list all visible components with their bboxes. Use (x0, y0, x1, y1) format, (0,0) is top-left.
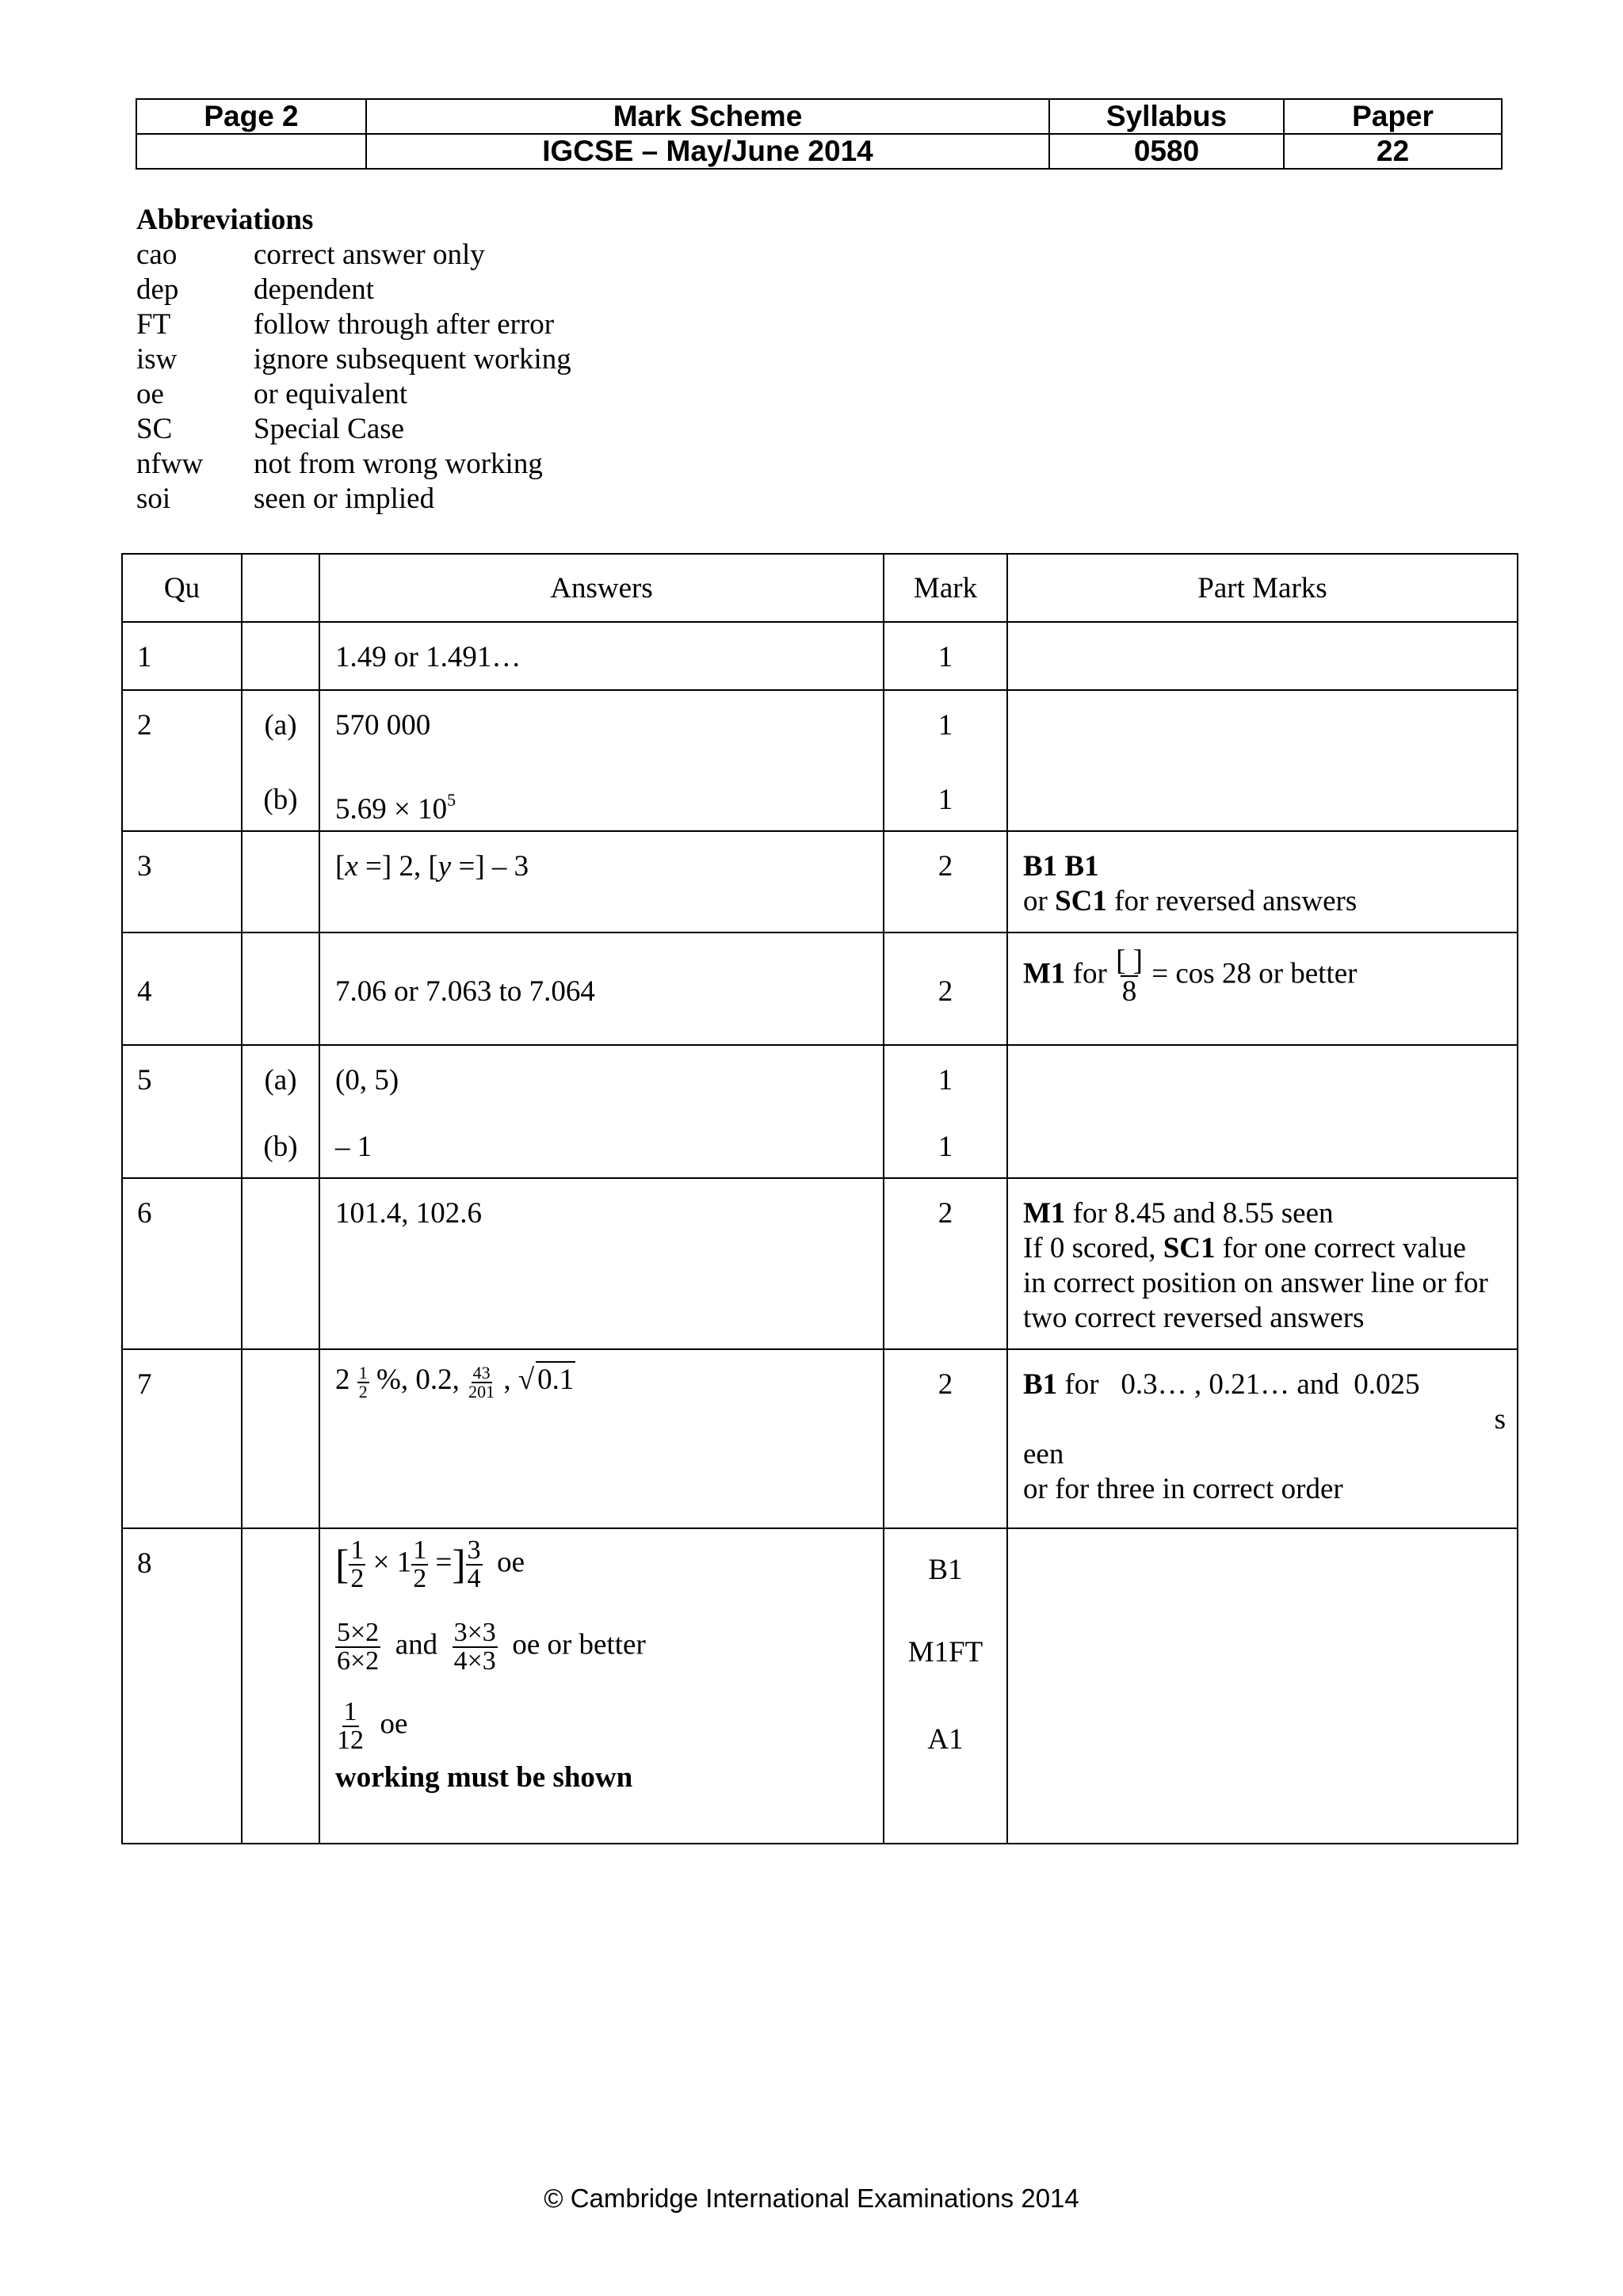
question-number: 5 (122, 1045, 242, 1178)
answer-text: oe or better (512, 1628, 646, 1661)
header-exam: IGCSE – May/June 2014 (366, 134, 1049, 169)
part-marks-cell (1007, 622, 1518, 690)
answer-cell: 101.4, 102.6 (319, 1178, 884, 1349)
fraction-numerator: 1 (358, 1362, 368, 1383)
abbreviation-code: nfww (136, 448, 204, 480)
answer-text: %, 0.2, (376, 1363, 460, 1396)
header-row-1 (136, 99, 1502, 134)
mark-cell: 1 (884, 622, 1007, 690)
answer-text: [ (335, 850, 346, 883)
table-header-row (122, 554, 1518, 622)
part-marks-cell (1007, 1045, 1518, 1178)
pm-code: SC1 (1055, 885, 1107, 917)
answer-text: oe (380, 1707, 408, 1741)
abbreviation-meaning: ignore subsequent working (254, 343, 571, 376)
radicand: 0.1 (536, 1361, 575, 1397)
part-marks-line (1023, 1231, 1506, 1266)
fraction-numerator: 1 (350, 1535, 365, 1565)
abbreviation-meaning: or equivalent (254, 378, 408, 410)
answer-text: oe (497, 1546, 525, 1579)
part-marks-cell (1007, 831, 1518, 933)
abbreviation-row (136, 342, 571, 377)
header-table (136, 98, 1503, 170)
pm-code: M1 (1023, 1197, 1066, 1230)
fraction (466, 1537, 483, 1592)
header-paper: 22 (1284, 134, 1502, 169)
header-syllabus: 0580 (1049, 134, 1284, 169)
table-row (122, 1349, 1518, 1528)
header-syllabus-label: Syllabus (1049, 99, 1284, 134)
fraction-denominator: 201 (468, 1381, 495, 1402)
part-marks-cell (1007, 933, 1518, 1045)
question-part (242, 622, 319, 690)
table-row (122, 831, 1518, 933)
answer-text: =] – 3 (451, 850, 529, 883)
abbreviation-code: cao (136, 238, 178, 271)
answer-text: and (395, 1628, 438, 1661)
question-part (242, 1528, 319, 1844)
col-header-qu: Qu (122, 554, 242, 622)
pm-text: = cos 28 or better (1151, 957, 1358, 990)
fraction (453, 1619, 498, 1675)
mark-cell (884, 1528, 1007, 1844)
answer-b: – 1 (335, 1131, 372, 1163)
part-marks-line: in correct position on answer line or for (1023, 1267, 1488, 1299)
table-row (122, 622, 1518, 690)
table-row (122, 690, 1518, 831)
abbreviation-code: FT (136, 308, 171, 341)
abbreviation-meaning: dependent (254, 273, 375, 306)
table-row (122, 1528, 1518, 1844)
pm-text: for (1065, 957, 1115, 990)
part-marks-line: B1 B1 (1023, 850, 1099, 883)
part-marks-cell (1007, 690, 1518, 831)
abbreviation-row (136, 273, 571, 307)
fraction-denominator: 2 (358, 1381, 368, 1402)
question-number: 2 (122, 690, 242, 831)
part-marks-line (1023, 1367, 1506, 1402)
answer-line-1 (335, 1537, 883, 1599)
part-marks-line: s (1494, 1403, 1506, 1436)
fraction (335, 1699, 365, 1754)
abbreviation-meaning: Special Case (254, 413, 405, 445)
question-part (242, 831, 319, 933)
header-empty (136, 134, 366, 169)
question-number: 3 (122, 831, 242, 933)
mark-cell (884, 1045, 1007, 1178)
table-row (122, 1178, 1518, 1349)
answer-text: = (435, 1546, 453, 1579)
col-header-part-marks: Part Marks (1007, 554, 1518, 622)
abbreviation-row (136, 377, 571, 412)
question-number: 6 (122, 1178, 242, 1349)
question-number: 4 (122, 933, 242, 1045)
pm-code: SC1 (1163, 1232, 1216, 1264)
fraction (411, 1537, 428, 1592)
table-row (122, 933, 1518, 1045)
answer-cell (319, 690, 884, 831)
col-header-mark: Mark (884, 554, 1007, 622)
header-title: Mark Scheme (366, 99, 1049, 134)
abbreviations-list (136, 238, 571, 517)
abbreviation-row (136, 307, 571, 342)
question-part (242, 690, 319, 831)
question-number: 8 (122, 1528, 242, 1844)
abbreviation-code: dep (136, 273, 179, 306)
fraction (1114, 946, 1144, 1006)
fraction-denominator: 12 (337, 1726, 364, 1755)
part-marks-line (1023, 884, 1506, 919)
abbreviation-row (136, 482, 571, 517)
fraction-numerator: 5×2 (337, 1618, 380, 1647)
pm-text: for one correct value (1215, 1232, 1466, 1264)
answer-cell (319, 831, 884, 933)
fraction-denominator: 6×2 (337, 1646, 380, 1676)
answer-line-4: working must be shown (335, 1761, 633, 1794)
part-label-b: (b) (263, 784, 298, 816)
fraction-denominator: 4 (467, 1564, 481, 1593)
answer-whole: 2 (335, 1363, 350, 1396)
pm-text: for reversed answers (1106, 885, 1358, 917)
part-marks-cell (1007, 1178, 1518, 1349)
col-header-part (242, 554, 319, 622)
answer-cell (319, 1045, 884, 1178)
answer-text: × 1 (372, 1546, 412, 1579)
mark-a: 1 (938, 1064, 953, 1097)
pm-text: or (1023, 885, 1056, 917)
pm-text: If 0 scored, (1023, 1232, 1163, 1264)
header-page: Page 2 (136, 99, 366, 134)
abbreviation-code: isw (136, 343, 178, 376)
fraction-denominator: 4×3 (453, 1646, 496, 1676)
answer-b-base: 5.69 × 10 (335, 793, 448, 826)
answer-text: , (503, 1363, 511, 1396)
abbreviation-row (136, 447, 571, 482)
abbreviation-code: soi (136, 482, 171, 515)
mark-m1ft: M1FT (907, 1636, 983, 1669)
question-part (242, 1178, 319, 1349)
part-marks-cell (1007, 1528, 1518, 1844)
pm-text: for 0.3… , 0.21… and 0.025 (1057, 1368, 1420, 1401)
answer-cell: 7.06 or 7.063 to 7.064 (319, 933, 884, 1045)
answer-cell: 1.49 or 1.491… (319, 622, 884, 690)
fraction (349, 1537, 365, 1592)
answer-line-2 (335, 1619, 883, 1681)
question-number: 7 (122, 1349, 242, 1528)
fraction-numerator: 3×3 (453, 1618, 496, 1647)
answer-a: 570 000 (335, 709, 431, 742)
answer-var-x: x (345, 850, 358, 883)
fraction-denominator: 2 (413, 1564, 427, 1593)
fraction-numerator: 1 (343, 1697, 357, 1726)
abbreviation-row (136, 412, 571, 447)
pm-code: M1 (1023, 957, 1066, 990)
mark-cell: 2 (884, 1178, 1007, 1349)
header-row-2 (136, 134, 1502, 169)
fraction-numerator: 1 (413, 1535, 427, 1565)
mark-b1: B1 (928, 1554, 963, 1586)
mark-a: 1 (938, 709, 953, 742)
table-row (122, 1045, 1518, 1178)
mark-cell: 2 (884, 933, 1007, 1045)
mark-cell: 2 (884, 831, 1007, 933)
question-part (242, 1349, 319, 1528)
fraction-numerator: [ ] (1116, 944, 1143, 977)
fraction-numerator: 43 (472, 1362, 491, 1383)
pm-text: for 8.45 and 8.55 seen (1065, 1197, 1334, 1230)
abbreviation-meaning: correct answer only (254, 238, 485, 271)
abbreviation-code: SC (136, 413, 173, 445)
fraction (335, 1619, 380, 1675)
fraction-denominator: 2 (350, 1564, 365, 1593)
fraction-numerator: 3 (467, 1535, 481, 1565)
mark-cell (884, 690, 1007, 831)
bracket: [ (335, 1542, 349, 1588)
mark-scheme-table (121, 553, 1518, 1844)
question-part (242, 1045, 319, 1178)
answer-text: =] 2, [ (357, 850, 438, 883)
header-paper-label: Paper (1284, 99, 1502, 134)
abbreviation-meaning: not from wrong working (254, 448, 543, 480)
question-part (242, 933, 319, 1045)
part-label-a: (a) (264, 709, 297, 742)
abbreviation-row (136, 238, 571, 273)
mark-b: 1 (938, 784, 953, 816)
col-header-answers: Answers (319, 554, 884, 622)
abbreviation-meaning: seen or implied (254, 482, 435, 515)
fraction (467, 1364, 496, 1401)
part-label-a: (a) (264, 1064, 297, 1097)
answer-cell (319, 1528, 884, 1844)
fraction (357, 1364, 369, 1401)
part-marks-line: two correct reversed answers (1023, 1302, 1365, 1334)
answer-var-y: y (437, 850, 452, 883)
part-marks-line: een (1023, 1438, 1064, 1470)
answer-cell (319, 1349, 884, 1528)
mark-cell: 2 (884, 1349, 1007, 1528)
abbreviation-code: oe (136, 378, 164, 410)
part-label-b: (b) (263, 1131, 298, 1163)
part-marks-cell (1007, 1349, 1518, 1528)
abbreviations-section (136, 203, 571, 517)
question-number: 1 (122, 622, 242, 690)
part-marks-line: or for three in correct order (1023, 1473, 1343, 1505)
bracket: ] (452, 1542, 466, 1588)
answer-line-3 (335, 1699, 883, 1760)
answer-a: (0, 5) (335, 1064, 399, 1097)
fraction-denominator: 8 (1121, 975, 1137, 1008)
abbreviation-meaning: follow through after error (254, 308, 555, 341)
answer-b-exponent: 5 (447, 790, 456, 810)
answer-b (335, 783, 883, 826)
pm-code: B1 (1023, 1368, 1058, 1401)
footer-copyright: © Cambridge International Examinations 2014 (544, 2183, 1079, 2213)
root-symbol: √ (517, 1363, 535, 1396)
abbreviations-title: Abbreviations (136, 204, 314, 236)
mark-a1: A1 (927, 1723, 964, 1756)
mark-b: 1 (938, 1131, 953, 1163)
part-marks-line (1023, 1196, 1506, 1231)
